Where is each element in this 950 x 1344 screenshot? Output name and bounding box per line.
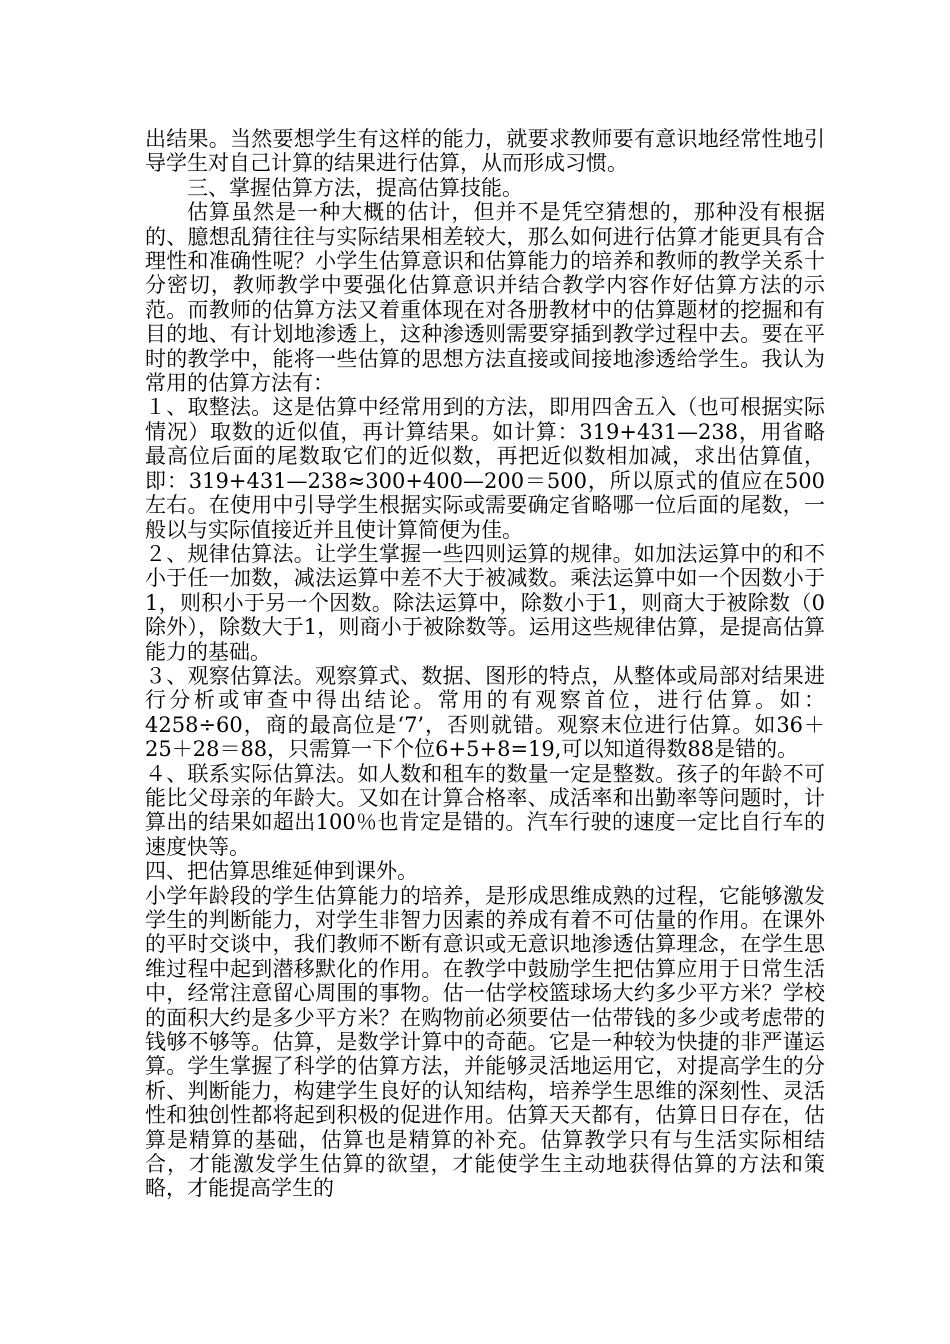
list-item-rule-method: ２、规律估算法。让学生掌握一些四则运算的规律。如加法运算中的和不小于任一加数，减法运算中差不大于被减数。乘法运算中如一个因数小于1，则积小于另一个因数。除法运算中，除数小于1，则商大于被除数（0除外），除数大于1，则商小于被除数等。运用这些规律估算，是提高估算能力的基础。 [145, 541, 825, 664]
list-item-rounding-method: １、取整法。这是估算中经常用到的方法，即用四舍五入（也可根据实际情况）取数的近似值，再计算结果。如计算：319+431—238，用省略最高位后面的尾数取它们的近似数，再把近似数相加减，求出估算值，即：319+431—238≈300+400—200＝500，所以原式的值应在500左右。在使用中引导学生根据实际或需要确定省略哪一位后面的尾数，一般以与实际值接近并且使计算简便为佳。 [145, 395, 825, 542]
list-item-observation-method: ３、观察估算法。观察算式、数据、图形的特点，从整体或局部对结果进行分析或审查中得出结论。常用的有观察首位，进行估算。如：4258÷60，商的最高位是‘7’，否则就错。观察末位进行估算。如36＋25＋28＝88，只需算一下个位6+5+8=19,可以知道得数88是错的。 [145, 663, 825, 762]
list-item-practical-method: ４、联系实际估算法。如人数和租车的数量一定是整数。孩子的年龄不可能比父母亲的年龄大。又如在计算合格率、成活率和出勤率等问题时，计算出的结果如超出100％也肯定是错的。汽车行驶的速度一定比自行车的速度快等。 [145, 761, 825, 859]
section-heading-three: 三、掌握估算方法，提高估算技能。 [187, 175, 523, 200]
section-heading-four: 四、把估算思维延伸到课外。 [145, 859, 418, 884]
paragraph-estimation-methods-intro: 估算虽然是一种大概的估计，但并不是凭空猜想的，那种没有根据的、臆想乱猜往往与实际结果相差较大，那么如何进行估算才能更具有合理性和准确性呢？小学生估算意识和估算能力的培养和教师的教学关系十分密切，教师教学中要强化估算意识并结合教学内容作好估算方法的示范。而教师的估算方法又着重体现在对各册教材中的估算题材的挖掘和有目的地、有计划地渗透上，这种渗透则需要穿插到教学过程中去。要在平时的教学中，能将一些估算的思想方法直接或间接地渗透给学生。我认为常用的估算方法有： [145, 200, 825, 396]
paragraph-extend-outside-class: 小学年龄段的学生估算能力的培养，是形成思维成熟的过程，它能够激发学生的判断能力，对学生非智力因素的养成有着不可估量的作用。在课外的平时交谈中，我们教师不断有意识或无意识地渗透估算理念，在学生思维过程中起到潜移默化的作用。在教学中鼓励学生把估算应用于日常生活中，经常注意留心周围的事物。估一估学校篮球场大约多少平方米？学校的面积大约是多少平方米？在购物前必须要估一估带钱的多少或考虑带的钱够不够等。估算，是数学计算中的奇葩。它是一种较为快捷的非严谨运算。学生掌握了科学的估算方法，并能够灵活地运用它，对提高学生的分析、判断能力，构建学生良好的认知结构，培养学生思维的深刻性、灵活性和独创性都将起到积极的促进作用。估算天天都有，估算日日存在，估算是精算的基础，估算也是精算的补充。估算教学只有与生活实际相结合，才能激发学生估算的欲望，才能使学生主动地获得估算的方法和策略，才能提高学生的 [145, 883, 825, 1201]
document-body [145, 127, 825, 1201]
paragraph-continuation: 出结果。当然要想学生有这样的能力，就要求教师要有意识地经常性地引导学生对自己计算的结果进行估算，从而形成习惯。 [145, 127, 825, 176]
